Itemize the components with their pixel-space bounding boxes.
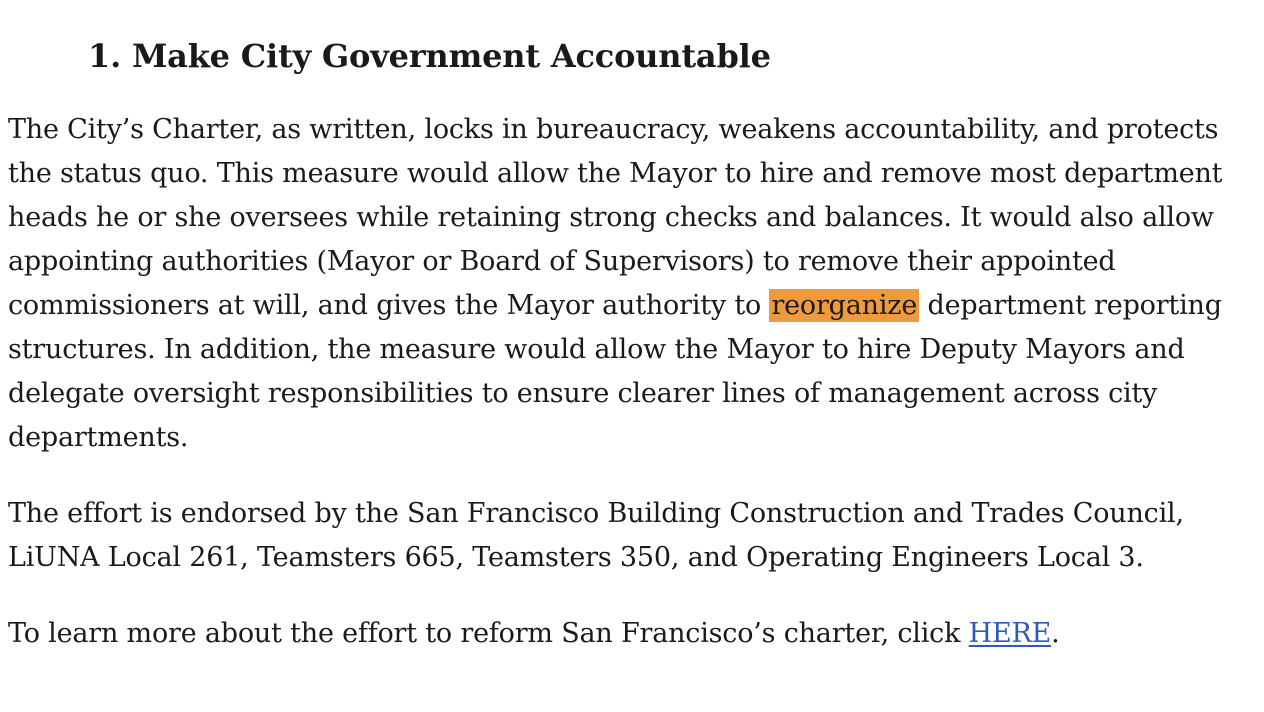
paragraph-learn-more-period: .	[1051, 618, 1060, 649]
paragraph-learn-more	[8, 612, 1234, 656]
highlighted-word: reorganize	[771, 290, 918, 321]
here-link[interactable]: HERE	[968, 618, 1052, 649]
paragraph-charter-text-before: The City’s Charter, as written, locks in bureaucracy, weakens accountability, and protects the status quo. This measure would allow the Mayor to hire and remove most department heads he or she oversees while retaining strong checks and balances. It would also allow appointing authorities (Mayor or Board of Supervisors) to remove their appointed commissioners at will, and gives the Mayor authority to	[8, 114, 1223, 321]
paragraph-charter	[8, 108, 1234, 460]
paragraph-charter-text-after: department reporting structures. In addition, the measure would allow the Mayor to hire Deputy Mayors and delegate oversight responsibilities to ensure clearer lines of management across city departments.	[8, 290, 1222, 453]
paragraph-learn-more-text: To learn more about the effort to reform San Francisco’s charter, click	[8, 618, 969, 649]
section-heading: 1. Make City Government Accountable	[88, 37, 771, 75]
paragraph-endorsements: The effort is endorsed by the San Francisco Building Construction and Trades Council, LiUNA Local 261, Teamsters 665, Teamsters 350, and Operating Engineers Local 3.	[8, 498, 1184, 573]
